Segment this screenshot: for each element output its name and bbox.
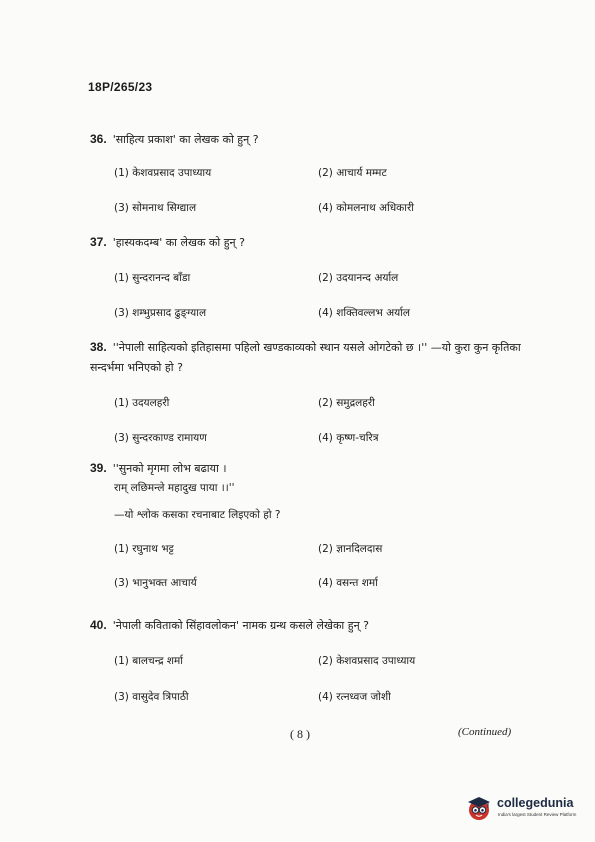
options-row [114, 304, 530, 322]
option-1: (1) रघुनाथ भट्ट [114, 543, 174, 555]
option-2: (2) ज्ञानदिलदास [318, 543, 383, 555]
question-number: 36. [90, 132, 107, 146]
options-row [114, 394, 530, 412]
verse-line-2: राम् लछिमन्ले महादुख पाया ।।'' [114, 482, 235, 494]
question-text: 'हास्यकदम्ब' का लेखक को हुन् ? [112, 236, 245, 249]
watermark-name: collegedunia [497, 796, 574, 810]
option-1: (1) बालचन्द्र शर्मा [114, 655, 184, 667]
options-row [114, 688, 530, 706]
option-3: (3) शम्भुप्रसाद ढुङ्ग्याल [114, 307, 207, 319]
question-36 [90, 129, 530, 217]
page-number: ( 8 ) [290, 727, 310, 741]
question-number: 37. [90, 235, 107, 249]
question-text: ''नेपाली साहित्यको इतिहासमा पहिलो खण्डकाव्यको स्थान यसले ओगटेको छ ।'' —यो कुरा कुन कृतिका सन्दर्भमा भनिएको हो ? [90, 341, 521, 374]
question-text: 'नेपाली कविताको सिंहावलोकन' नामक ग्रन्थ कसले लेखेका हुन् ? [112, 619, 370, 632]
options-row [114, 429, 530, 447]
options-row [114, 199, 530, 217]
collegedunia-watermark [465, 794, 595, 824]
question-39 [90, 458, 530, 592]
question-text: 'साहित्य प्रकाश' का लेखक को हुन् ? [112, 133, 259, 146]
paper-code: 18P/265/23 [88, 80, 153, 94]
graduate-mascot-icon [465, 794, 493, 822]
option-1: (1) उदयलहरी [114, 397, 170, 409]
watermark-tagline: India's largest Student Review Platform [498, 812, 577, 817]
options-row [114, 540, 530, 558]
question-number: 40. [90, 618, 107, 632]
option-1: (1) केशवप्रसाद उपाध्याय [114, 167, 212, 179]
options-row [114, 652, 530, 670]
option-4: (4) कृष्ण-चरित्र [318, 432, 379, 444]
option-2: (2) उदयानन्द अर्याल [318, 272, 399, 284]
question-text: —यो श्लोक कसका रचनाबाट लिइएको हो ? [114, 509, 281, 521]
question-number: 39. [90, 461, 107, 475]
option-3: (3) वासुदेव त्रिपाठी [114, 691, 189, 703]
option-2: (2) आचार्य मम्मट [318, 167, 387, 179]
option-3: (3) सुन्दरकाण्ड रामायण [114, 432, 207, 444]
options-row [114, 164, 530, 182]
option-3: (3) सोमनाथ सिग्द्याल [114, 202, 197, 214]
options-row [114, 269, 530, 287]
question-38 [90, 337, 530, 447]
option-3: (3) भानुभक्त आचार्य [114, 577, 197, 589]
continued-label: (Continued) [458, 726, 512, 738]
question-40 [90, 615, 530, 706]
option-1: (1) सुन्दरानन्द बाँडा [114, 272, 191, 284]
verse-line-1: ''सुनको मृगमा लोभ बढाया । [112, 462, 227, 475]
option-2: (2) समुद्रलहरी [318, 397, 375, 409]
options-row [114, 574, 530, 592]
option-4: (4) शक्तिवल्लभ अर्याल [318, 307, 411, 319]
question-number: 38. [90, 340, 107, 354]
option-4: (4) रत्नध्वज जोशी [318, 691, 391, 703]
option-4: (4) वसन्त शर्मा [318, 577, 378, 589]
option-2: (2) केशवप्रसाद उपाध्याय [318, 655, 416, 667]
option-4: (4) कोमलनाथ अधिकारी [318, 202, 414, 214]
question-37 [90, 232, 530, 322]
